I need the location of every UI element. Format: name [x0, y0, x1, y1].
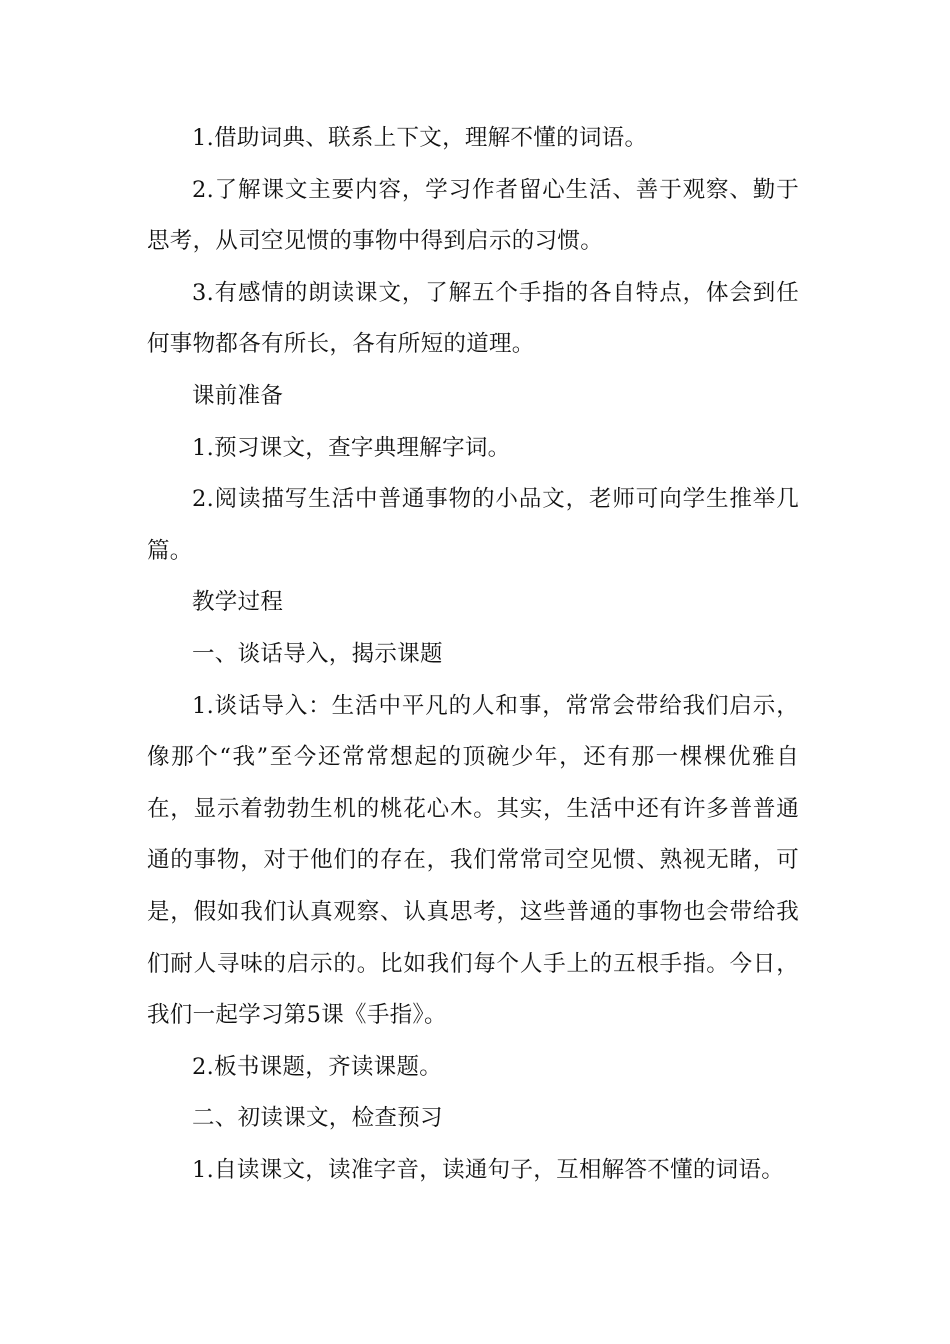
- step-2-item-1: 1.自读课文，读准字音，读通句子，互相解答不懂的词语。: [192, 1156, 785, 1183]
- step-heading-1: 一、谈话导入，揭示课题: [192, 640, 443, 667]
- preparation-2: 2.阅读描写生活中普通事物的小品文，老师可向学生推举几篇。: [147, 486, 799, 564]
- step-1-item-2: 2.板书课题，齐读课题。: [192, 1053, 443, 1080]
- step-heading-2: 二、初读课文，检查预习: [192, 1105, 443, 1132]
- objective-3: 3.有感情的朗读课文，了解五个手指的各自特点，体会到任何事物都各有所长，各有所短的道理。: [147, 279, 799, 358]
- section-heading-process: 教学过程: [192, 589, 284, 616]
- document-body: [147, 113, 799, 1196]
- preparation-1: 1.预习课文，查字典理解字词。: [192, 434, 511, 461]
- step-1-item-1: 1.谈话导入：生活中平凡的人和事，常常会带给我们启示，像那个“我”至今还常常想起的顶碗少年，还有那一棵棵优雅自在，显示着勃勃生机的桃花心木。其实，生活中还有许多普普通通的事物，对于他们的存在，我们常常司空见惯、熟视无睹，可是，假如我们认真观察、认真思考，这些普通的事物也会带给我们耐人寻味的启示的。比如我们每个人手上的五根手指。今日，我们一起学习第5课《手指》。: [147, 692, 799, 1029]
- objective-2: 2.了解课文主要内容，学习作者留心生活、善于观察、勤于思考，从司空见惯的事物中得到启示的习惯。: [147, 176, 799, 255]
- objective-1: 1.借助词典、联系上下文，理解不懂的词语。: [192, 125, 648, 151]
- section-heading-preparation: 课前准备: [192, 382, 284, 409]
